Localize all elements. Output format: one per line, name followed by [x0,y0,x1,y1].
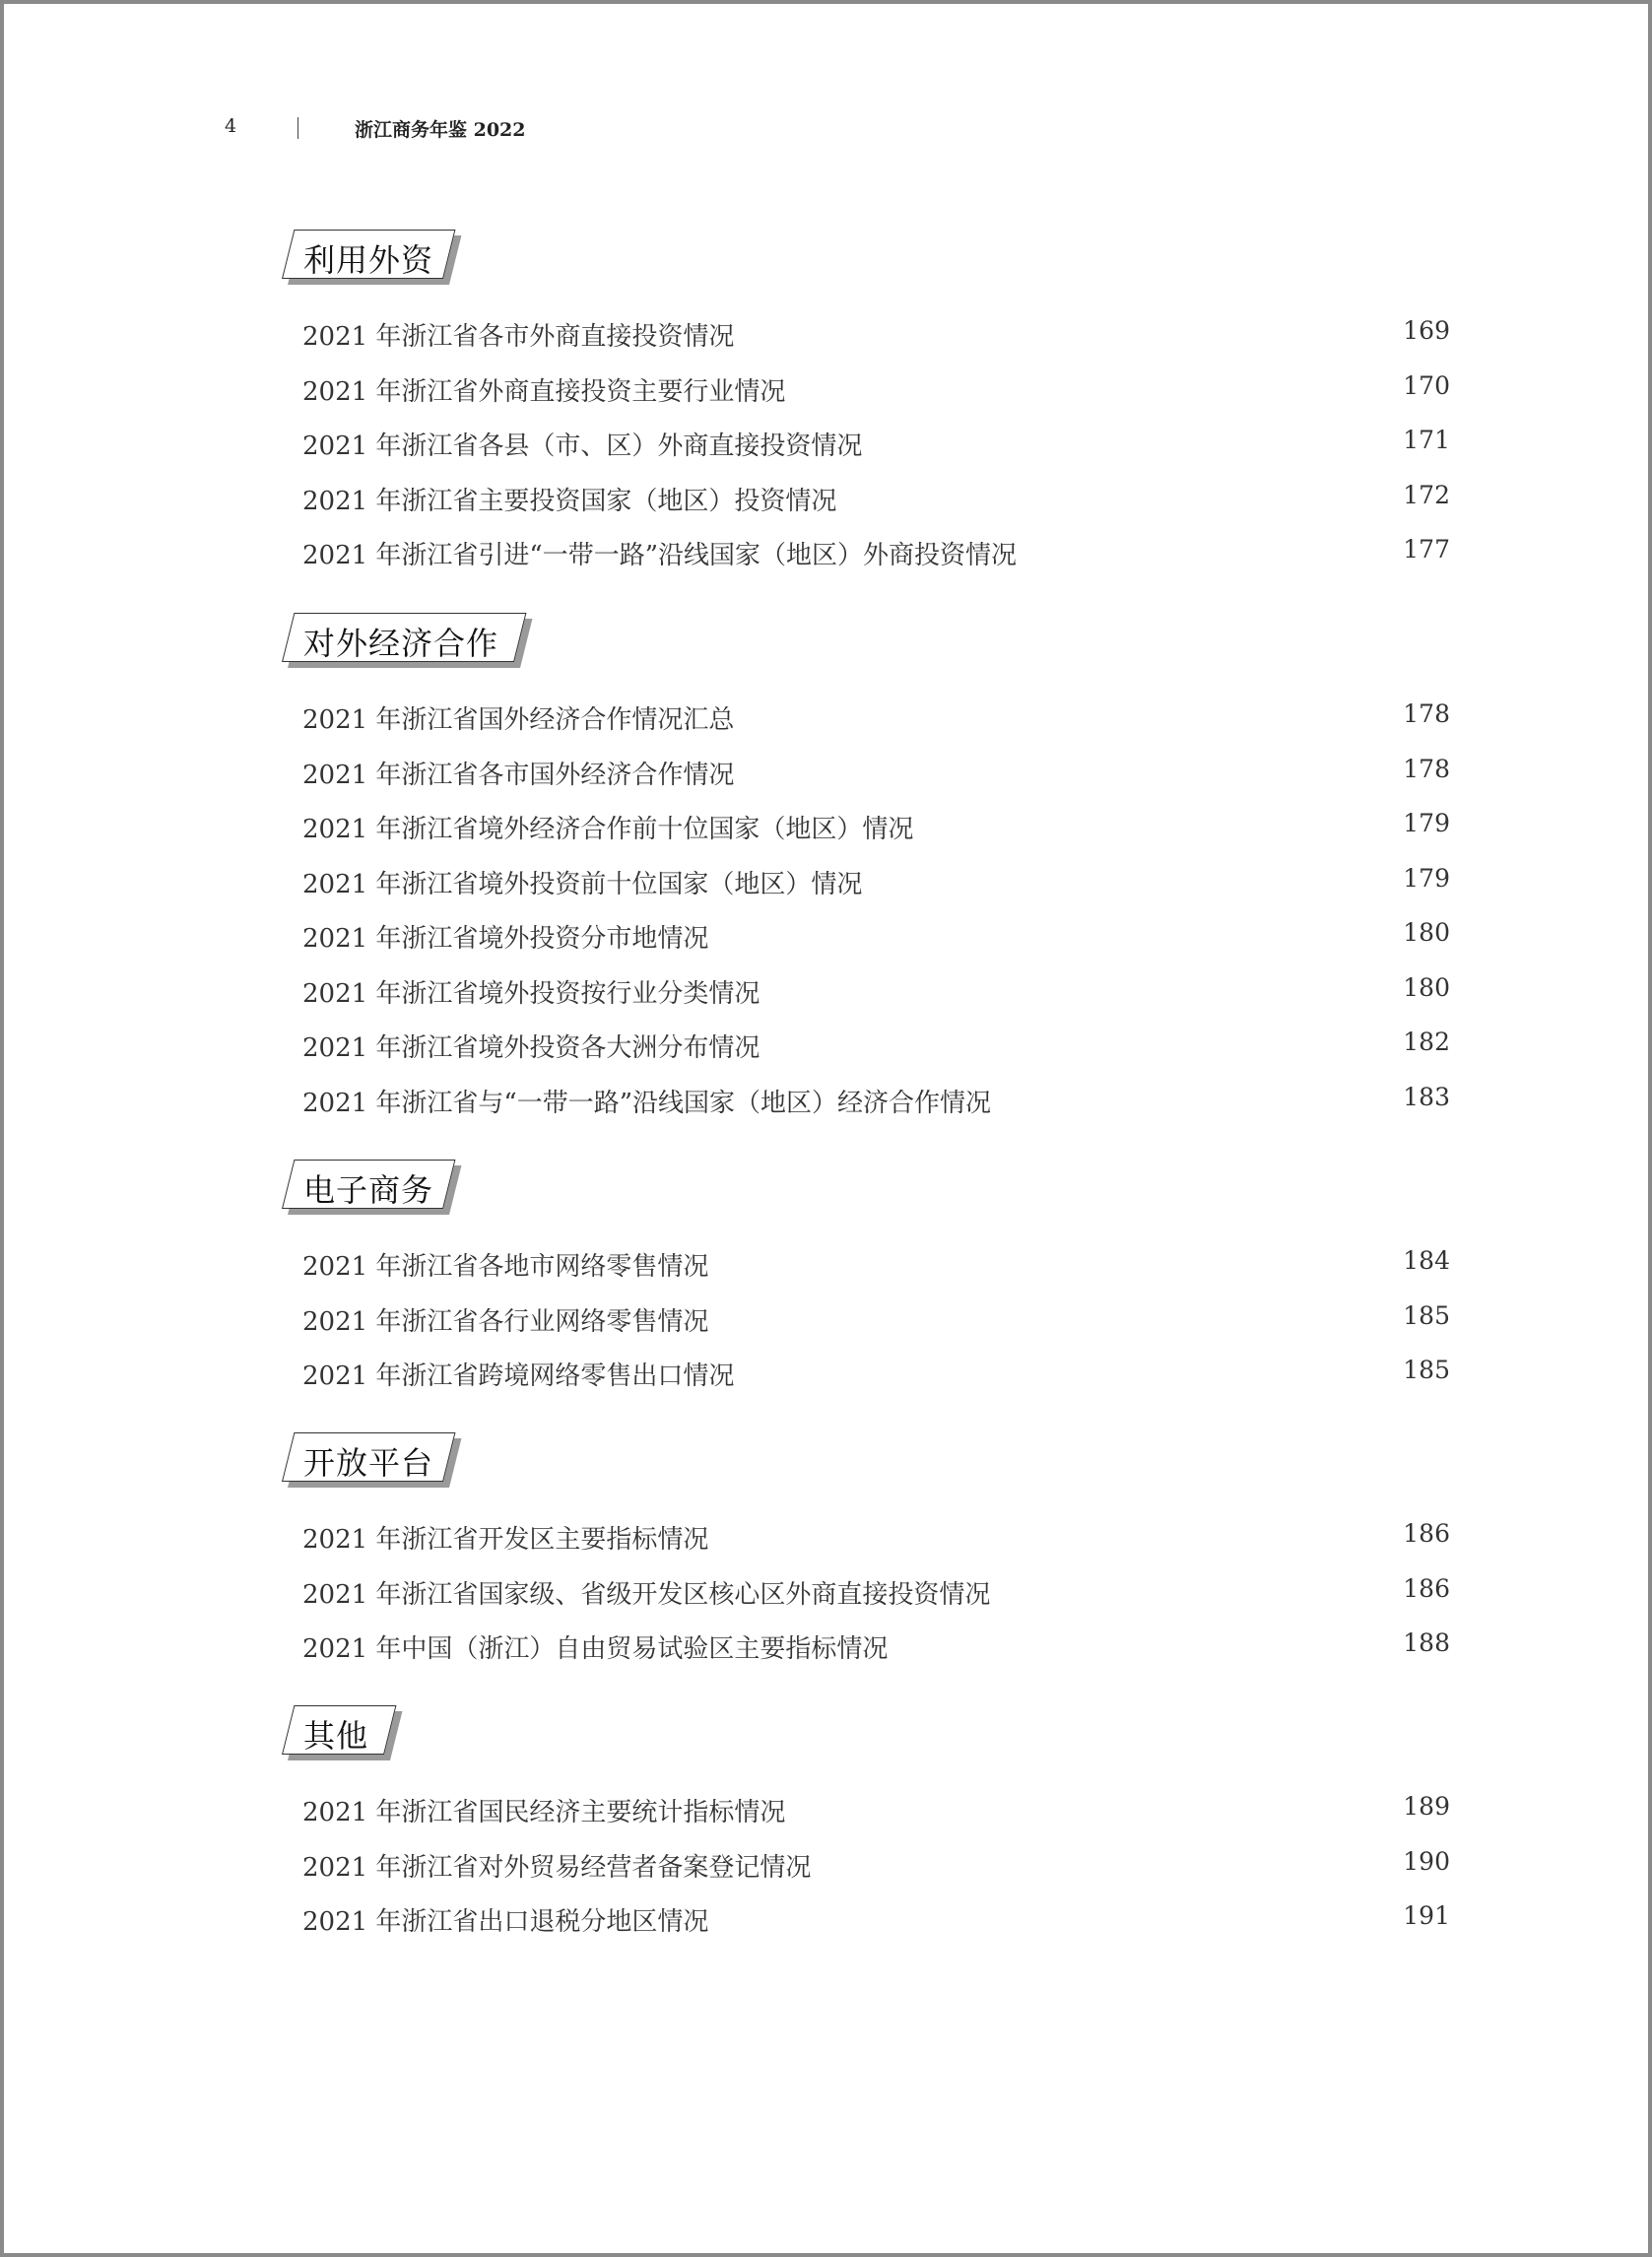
toc-entry[interactable] [302,1847,1450,1887]
toc-entry[interactable] [302,1574,1450,1614]
toc-entry-page-number: 180 [1403,973,1450,1002]
toc-entry-title: 2021 年浙江省国外经济合作情况汇总 [302,705,735,735]
toc-entry-page-number: 191 [1403,1901,1450,1930]
toc-entry[interactable] [302,1356,1450,1395]
toc-entry-title: 2021 年浙江省对外贸易经营者备案登记情况 [302,1853,812,1883]
toc-entry-page-number: 169 [1403,316,1450,345]
toc-entry-page-number: 185 [1403,1301,1450,1330]
toc-entry-title: 2021 年浙江省境外投资按行业分类情况 [302,979,760,1009]
toc-entry-page-number: 178 [1403,755,1450,783]
toc-entry-title: 2021 年浙江省各市外商直接投资情况 [302,322,735,352]
toc-entry[interactable] [302,1028,1450,1067]
toc-entry-page-number: 170 [1403,371,1450,400]
toc-entry-title: 2021 年浙江省外商直接投资主要行业情况 [302,377,786,407]
toc-entry[interactable] [302,481,1450,520]
toc-entry-page-number: 177 [1403,535,1450,564]
toc-entry[interactable] [302,371,1450,411]
toc-entry-title: 2021 年浙江省主要投资国家（地区）投资情况 [302,487,837,516]
toc-entry-page-number: 182 [1403,1028,1450,1056]
toc-entry-page-number: 178 [1403,699,1450,728]
toc-entry[interactable] [302,316,1450,356]
toc-entry[interactable] [302,1083,1450,1122]
toc-entry-page-number: 183 [1403,1083,1450,1111]
toc-entry[interactable] [302,426,1450,465]
toc-entry-page-number: 190 [1403,1847,1450,1876]
toc-entry[interactable] [302,1628,1450,1668]
toc-entry[interactable] [302,1301,1450,1341]
toc-entry-page-number: 184 [1403,1246,1450,1275]
toc-entry-title: 2021 年浙江省境外经济合作前十位国家（地区）情况 [302,815,914,844]
toc-entry[interactable] [302,973,1450,1013]
toc-entry-page-number: 172 [1403,481,1450,509]
toc-entry[interactable] [302,699,1450,739]
book-title: 浙江商务年鉴 2022 [355,119,526,141]
toc-entry-title: 2021 年中国（浙江）自由贸易试验区主要指标情况 [302,1634,889,1664]
header-divider [297,117,298,139]
toc-entry-title: 2021 年浙江省境外投资分市地情况 [302,924,709,954]
toc-entry-title: 2021 年浙江省开发区主要指标情况 [302,1525,709,1555]
toc-entry-title: 2021 年浙江省各行业网络零售情况 [302,1307,709,1337]
toc-entry-page-number: 180 [1403,918,1450,947]
toc-entry-title: 2021 年浙江省各市国外经济合作情况 [302,761,735,790]
toc-entry[interactable] [302,1901,1450,1941]
toc-entry-title: 2021 年浙江省引进“一带一路”沿线国家（地区）外商投资情况 [302,541,1018,570]
section-heading-text: 其他 [303,1717,369,1755]
toc-entry-page-number: 179 [1403,864,1450,893]
section-heading-text: 电子商务 [303,1171,434,1209]
toc-entry-page-number: 186 [1403,1519,1450,1548]
toc-entry-page-number: 188 [1403,1628,1450,1657]
toc-entry[interactable] [302,1246,1450,1286]
running-header [4,115,1648,145]
toc-entry[interactable] [302,1519,1450,1559]
toc-entry-title: 2021 年浙江省境外投资各大洲分布情况 [302,1033,760,1063]
toc-entry-page-number: 189 [1403,1792,1450,1821]
section-heading-text: 利用外资 [303,241,434,279]
toc-entry-page-number: 185 [1403,1356,1450,1384]
toc-entry-page-number: 171 [1403,426,1450,454]
toc-entry-title: 2021 年浙江省各地市网络零售情况 [302,1252,709,1282]
toc-entry-page-number: 186 [1403,1574,1450,1603]
toc-entry-title: 2021 年浙江省跨境网络零售出口情况 [302,1361,735,1391]
page-number: 4 [225,115,237,137]
toc-entry-page-number: 179 [1403,809,1450,837]
section-heading-text: 开放平台 [303,1444,434,1482]
toc-entry[interactable] [302,918,1450,958]
toc-entry-title: 2021 年浙江省国家级、省级开发区核心区外商直接投资情况 [302,1580,991,1610]
toc-entry-title: 2021 年浙江省国民经济主要统计指标情况 [302,1798,786,1827]
toc-entry[interactable] [302,1792,1450,1831]
section-heading-text: 对外经济合作 [303,625,499,662]
toc-entry[interactable] [302,864,1450,903]
toc-entry[interactable] [302,755,1450,794]
toc-entry-title: 2021 年浙江省境外投资前十位国家（地区）情况 [302,870,863,899]
toc-entry-title: 2021 年浙江省出口退税分地区情况 [302,1907,709,1937]
toc-entry-title: 2021 年浙江省各县（市、区）外商直接投资情况 [302,431,863,461]
toc-entry[interactable] [302,535,1450,574]
toc-entry[interactable] [302,809,1450,848]
toc-entry-title: 2021 年浙江省与“一带一路”沿线国家（地区）经济合作情况 [302,1089,992,1118]
